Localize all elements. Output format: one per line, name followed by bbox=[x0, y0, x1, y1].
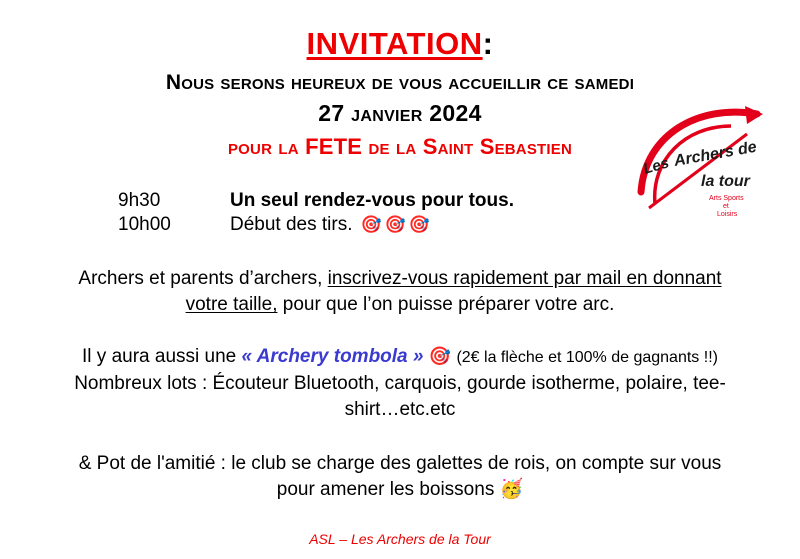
tombola-lots: Nombreux lots : Écouteur Bluetooth, carquois, gourde isotherme, polaire, tee-shirt…etc.etc bbox=[74, 372, 726, 420]
schedule-description: Début des tirs. bbox=[230, 214, 353, 235]
tombola-lead: Il y aura aussi une bbox=[82, 346, 242, 368]
target-icon: 🎯 bbox=[428, 346, 452, 367]
footer-text: ASL – Les Archers de la Tour bbox=[309, 531, 491, 547]
paragraph-invite bbox=[0, 266, 800, 318]
invite-text-part2: pour que l’on puisse préparer votre arc. bbox=[277, 294, 615, 316]
schedule-time: 10h00 bbox=[118, 214, 171, 235]
svg-text:et: et bbox=[723, 203, 729, 210]
tombola-line bbox=[58, 344, 742, 370]
club-logo bbox=[627, 100, 782, 218]
svg-text:Loisirs: Loisirs bbox=[717, 211, 738, 218]
fete-line: pour la FETE de la Saint Sebastien bbox=[227, 134, 573, 159]
title-colon: : bbox=[482, 26, 494, 61]
title-word: INVITATION bbox=[306, 26, 483, 61]
subtitle-line: Nous serons heureux de vous accueillir ce samedi bbox=[165, 71, 635, 94]
paragraph-pot: & Pot de l'amitié : le club se charge des galettes de rois, on compte sur vous pour amener les boissons 🥳 bbox=[78, 453, 722, 501]
tombola-name: « Archery tombola » bbox=[241, 346, 424, 368]
svg-text:la tour: la tour bbox=[701, 173, 750, 190]
svg-text:Archers de: Archers de bbox=[672, 138, 759, 170]
svg-text:Arts Sports: Arts Sports bbox=[709, 195, 744, 202]
schedule-description: Un seul rendez-vous pour tous. bbox=[230, 190, 514, 211]
svg-text:Les: Les bbox=[641, 154, 671, 178]
schedule-time: 9h30 bbox=[118, 190, 161, 211]
invite-text-part1: Archers et parents d’archers, bbox=[78, 268, 328, 289]
target-icon: 🎯🎯🎯 bbox=[360, 215, 434, 234]
tombola-note: (2€ la flèche et 100% de gagnants !!) bbox=[456, 349, 718, 367]
date-line: 27 janvier 2024 bbox=[318, 100, 482, 126]
invite-text-underlined: inscrivez-vous rapidement par mail en donnant votre taille, bbox=[185, 268, 722, 316]
paragraph-tombola bbox=[0, 344, 800, 423]
page-title bbox=[0, 26, 800, 62]
